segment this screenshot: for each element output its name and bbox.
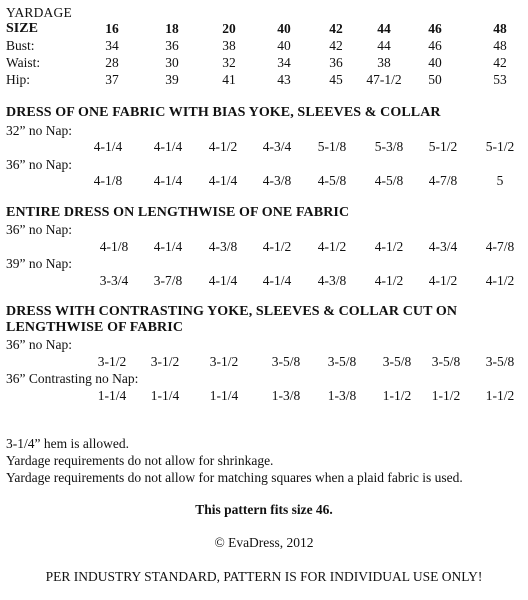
cell: 36: [329, 55, 343, 70]
cell: 4-5/8: [317, 173, 347, 188]
cell: 3-7/8: [153, 273, 183, 288]
cell: 48: [493, 38, 507, 53]
row-label: Bust:: [6, 38, 35, 53]
note-plaid: Yardage requirements do not allow for matching squares when a plaid fabric is used.: [6, 470, 463, 485]
cell: 3-5/8: [271, 354, 301, 369]
cell: 3-1/2: [209, 354, 239, 369]
cell: 34: [105, 38, 119, 53]
cell: 4-1/4: [153, 239, 183, 254]
cell: 4-1/2: [374, 239, 404, 254]
section-heading-contrasting-line2: LENGTHWISE OF FABRIC: [6, 320, 184, 335]
cell: 3-1/2: [150, 354, 180, 369]
note-hem: 3-1/4” hem is allowed.: [6, 436, 129, 451]
cell: 3-5/8: [327, 354, 357, 369]
cell: 47-1/2: [366, 72, 402, 87]
cell: 5: [496, 173, 504, 188]
cell: 4-1/8: [93, 173, 123, 188]
cell: 1-3/8: [271, 388, 301, 403]
row-label: 36” no Nap:: [6, 222, 72, 237]
cell: 44: [377, 38, 391, 53]
section-heading-contrasting: DRESS WITH CONTRASTING YOKE, SLEEVES & COLLAR CUT ON: [6, 304, 458, 319]
section-heading-bias-yoke: DRESS OF ONE FABRIC WITH BIAS YOKE, SLEEVES & COLLAR: [6, 105, 441, 120]
cell: 3-5/8: [431, 354, 461, 369]
size-46: 46: [428, 21, 442, 36]
cell: 5-3/8: [374, 139, 404, 154]
cell: 5-1/2: [485, 139, 515, 154]
cell: 4-1/4: [262, 273, 292, 288]
yardage-title: YARDAGE: [6, 5, 72, 20]
cell: 34: [277, 55, 291, 70]
cell: 4-3/4: [428, 239, 458, 254]
cell: 30: [165, 55, 179, 70]
cell: 38: [222, 38, 236, 53]
size-42: 42: [329, 21, 343, 36]
cell: 4-1/2: [317, 239, 347, 254]
cell: 4-3/8: [208, 239, 238, 254]
size-label: SIZE: [6, 21, 38, 36]
cell: 41: [222, 72, 236, 87]
disclaimer: PER INDUSTRY STANDARD, PATTERN IS FOR INDIVIDUAL USE ONLY!: [45, 569, 483, 584]
cell: 4-1/4: [93, 139, 123, 154]
cell: 1-1/4: [97, 388, 127, 403]
cell: 32: [222, 55, 236, 70]
cell: 50: [428, 72, 442, 87]
cell: 1-1/4: [209, 388, 239, 403]
cell: 4-1/4: [153, 139, 183, 154]
cell: 46: [428, 38, 442, 53]
cell: 39: [165, 72, 179, 87]
note-shrinkage: Yardage requirements do not allow for shrinkage.: [6, 453, 274, 468]
row-label: 36” no Nap:: [6, 337, 72, 352]
cell: 3-1/2: [97, 354, 127, 369]
cell: 5-1/8: [317, 139, 347, 154]
cell: 4-1/4: [153, 173, 183, 188]
cell: 4-7/8: [428, 173, 458, 188]
cell: 4-1/8: [99, 239, 129, 254]
row-label: Waist:: [6, 55, 41, 70]
cell: 28: [105, 55, 119, 70]
cell: 4-1/2: [208, 139, 238, 154]
cell: 38: [377, 55, 391, 70]
cell: 4-1/2: [485, 273, 515, 288]
cell: 42: [493, 55, 507, 70]
size-16: 16: [105, 21, 119, 36]
cell: 4-3/8: [262, 173, 292, 188]
size-18: 18: [165, 21, 179, 36]
cell: 1-1/2: [485, 388, 515, 403]
cell: 1-1/2: [431, 388, 461, 403]
cell: 3-5/8: [382, 354, 412, 369]
cell: 4-1/2: [428, 273, 458, 288]
cell: 53: [493, 72, 507, 87]
cell: 40: [428, 55, 442, 70]
cell: 37: [105, 72, 119, 87]
size-44: 44: [377, 21, 391, 36]
cell: 43: [277, 72, 291, 87]
cell: 4-5/8: [374, 173, 404, 188]
cell: 4-1/2: [374, 273, 404, 288]
cell: 4-7/8: [485, 239, 515, 254]
size-48: 48: [493, 21, 507, 36]
cell: 4-1/4: [208, 173, 238, 188]
cell: 4-3/4: [262, 139, 292, 154]
section-heading-lengthwise: ENTIRE DRESS ON LENGTHWISE OF ONE FABRIC: [6, 205, 350, 220]
cell: 4-1/4: [208, 273, 238, 288]
cell: 3-3/4: [99, 273, 129, 288]
row-label: Hip:: [6, 72, 31, 87]
cell: 40: [277, 38, 291, 53]
cell: 1-3/8: [327, 388, 357, 403]
cell: 36: [165, 38, 179, 53]
cell: 1-1/2: [382, 388, 412, 403]
cell: 4-1/2: [262, 239, 292, 254]
fit-note: This pattern fits size 46.: [195, 502, 333, 517]
copyright: © EvaDress, 2012: [214, 535, 314, 550]
cell: 1-1/4: [150, 388, 180, 403]
row-label: 32” no Nap:: [6, 123, 72, 138]
size-40: 40: [277, 21, 291, 36]
cell: 42: [329, 38, 343, 53]
row-label: 36” no Nap:: [6, 157, 72, 172]
cell: 45: [329, 72, 343, 87]
cell: 5-1/2: [428, 139, 458, 154]
row-label: 39” no Nap:: [6, 256, 72, 271]
size-20: 20: [222, 21, 236, 36]
cell: 4-3/8: [317, 273, 347, 288]
row-label: 36” Contrasting no Nap:: [6, 371, 139, 386]
cell: 3-5/8: [485, 354, 515, 369]
